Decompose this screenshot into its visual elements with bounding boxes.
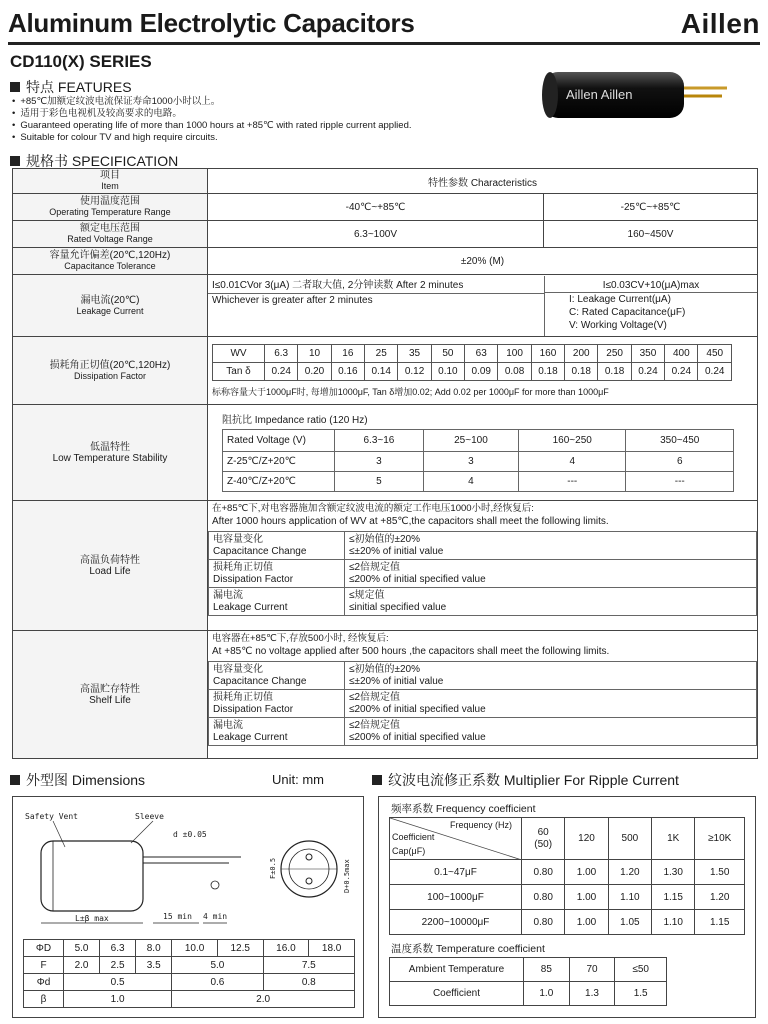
life-item-value [345,532,757,560]
freq-header: 1K [652,818,695,860]
dimensions-heading: 外型图 Dimensions [10,770,145,790]
tan-cell: 0.09 [465,362,498,380]
cap-label: 2200~10000μF [390,910,522,935]
tan-cell: 0.24 [698,362,732,380]
freq-coef: 1.00 [565,910,608,935]
life-item-cn: 漏电流 [213,719,243,731]
coef-label: Coefficient [390,982,524,1006]
freq-coef: 0.80 [522,910,565,935]
tan-cell: 0.16 [331,362,364,380]
dim-cell: 0.5 [64,974,172,991]
spec-table: 项目 Item 特性参数 Characteristics 使用温度范围 Operating Temperature Range -40℃~+85℃ -25℃~+85℃ 额定电压范围 Rated Voltage Range 6.3~100V 160~450V 容量允许偏差(20℃,120Hz) Capacitance Tolerance ±20% (M) 漏电流(20℃) Leakage Current I≤0.01CVor 3(μA) 二者取大值, 2分钟读数 After 2 minutes Whichever is greater after 2 minutes I≤0.03CV+10(μA)max I: Leakage Current(μA) C: Rated Capacitance(μF) V: Working Voltage(V) 损耗角正切值(20℃,120Hz) Dissipation Factor WV 6.3 10 16 25 35 50 63 100 160 200 250 350 400 450 Tan δ 0.24 0.20 0.16 0.14 0.12 0.10 0.09 0.08 0.18 0.18 0.18 0.24 0.24 0.24 标称容量大于1000μF时, 每增加1000μF, Tan δ增加0.02; Add 0.02 per 1000μF for more than 1000μF 低温特性 Low Temperature Stability 阻抗比 Impedance ratio (120 Hz) Rated Voltage (V) 6.3~16 25~100 160~250 350~450 Z-25℃/Z+20℃ 3 3 4 6 Z-40℃/Z+20℃ 5 4 --- --- 高温负荷特性 Load Life 在+85℃下,对电容器施加含额定纹波电流的额定工作电压1000小时,经恢复后: After 1000 hours application of WV at +85℃,the capacitors shall meet the following limits. 电容量变化 Capacitance Change ≤初始值的±20% ≤±20% of initial value 损耗角正切值 Dissipation Factor ≤2倍规定值 ≤200% of initial specified value 漏电流 Leakage Current ≤规定值 ≤initial specified value 高温贮存特性 Shelf Life 电容器在+85℃下,存放500小时, 经恢复后: At +85℃ no voltage applied after 500 hours ,the capacitors shall meet the following limits. 电容量变化 Capacitance Change ≤初始值的±20% ≤±20% of initial value 损耗角正切值 Dissipation Factor ≤2倍规定值 ≤200% of initial specified value 漏电流 Leakage Current ≤2倍规定值 ≤200% of initial specified value [12,168,758,759]
tan-cell: 0.20 [298,362,331,380]
tan-cell: 0.24 [265,362,298,380]
freq-coef: 1.00 [565,885,608,910]
life-item-en: Capacitance Change [213,545,307,557]
life-item-label [209,718,345,746]
svg-text:d ±0.05: d ±0.05 [173,830,207,839]
capacitor-print: Aillen Aillen [566,87,633,102]
tan-cell: 0.12 [398,362,431,380]
dim-cell: 2.5 [100,957,136,974]
dim-cell: 12.5 [217,940,263,957]
wv-cell: 100 [498,344,531,362]
wv-cell: 200 [565,344,598,362]
life-item-value [345,662,757,690]
tan-cell: 0.18 [531,362,564,380]
svg-text:Safety Vent: Safety Vent [25,812,78,821]
impedance-cell: --- [626,472,734,492]
series-title: CD110(X) SERIES [10,52,152,71]
impedance-cell: 3 [423,452,518,472]
wv-cell: 6.3 [265,344,298,362]
dimension-drawing [13,797,363,937]
wv-cell: 25 [365,344,398,362]
svg-text:Sleeve: Sleeve [135,812,164,821]
wv-cell: 400 [665,344,698,362]
df-label: 损耗角正切值(20℃,120Hz) Dissipation Factor [13,337,208,405]
df-table: WV 6.3 10 16 25 35 50 63 100 160 200 250 350 400 450 Tan δ 0.24 0.20 0.16 0.14 0.12 0.10 0.09 0.08 0.18 0.18 0.18 0.24 0.24 0.24 [212,344,732,381]
dim-cell: 7.5 [263,957,354,974]
life-item-en: Leakage Current [213,601,288,613]
list-item: • Guaranteed operating life of more than 1000 hours at +85℃ with rated ripple current applied. [12,120,412,132]
impedance-table [222,429,734,492]
temp-value: 85 [524,958,570,982]
ripple-panel [378,796,756,1018]
leakage-label: 漏电流(20℃) Leakage Current [13,275,208,337]
freq-header: 500 [608,818,651,860]
impedance-cell: 350~450 [626,430,734,452]
freq-coef: 0.80 [522,885,565,910]
dimensions-panel [12,796,364,1018]
freq-coef: 1.00 [565,860,608,885]
wv-cell: 450 [698,344,732,362]
life-item-en: Dissipation Factor [213,703,294,715]
brand-logo: Aillen [680,8,760,39]
life-value-cn: ≤2倍规定值 [349,561,401,573]
freq-header: ≥10K [695,818,745,860]
life-item-value [345,588,757,616]
spec-heading: 规格书 SPECIFICATION [10,151,178,171]
tan-cell: 0.18 [565,362,598,380]
impedance-cell: 25~100 [423,430,518,452]
life-item-label [209,690,345,718]
freq-coef: 1.10 [652,910,695,935]
dim-cell: 0.8 [263,974,354,991]
life-item-cn: 电容量变化 [213,533,263,545]
freq-coef: 1.15 [695,910,745,935]
dim-cell: 16.0 [263,940,309,957]
life-value-cn: ≤规定值 [349,589,385,601]
frequency-table: Frequency (Hz) Coefficient Cap(μF) 60 (50) 120 500 1K ≥10K 0.1~47μF 0.80 1.00 1.20 1.30 1.50 100~1000μF 0.80 1.00 1.10 1.15 1.20 2200~10000μF 0.80 1.00 1.05 1.10 1.15 [389,817,745,935]
coef-value: 1.5 [615,982,667,1006]
dim-cell: 18.0 [309,940,355,957]
impedance-cell: 4 [518,452,626,472]
life-item-value [345,718,757,746]
tan-cell: 0.14 [365,362,398,380]
dim-cell: 2.0 [172,991,355,1008]
life-item-value [345,560,757,588]
life-value-en: ≤initial specified value [349,601,447,613]
freq-coef: 1.20 [695,885,745,910]
characteristics-header: 特性参数 Characteristics [208,169,758,194]
life-item-label [209,532,345,560]
wv-cell: 63 [465,344,498,362]
impedance-cell: Z-25℃/Z+20℃ [223,452,335,472]
item-header: 项目 Item [13,169,208,194]
life-item-cn: 漏电流 [213,589,243,601]
life-value-en: ≤±20% of initial value [349,675,444,687]
tan-cell: 0.08 [498,362,531,380]
life-value-en: ≤200% of initial specified value [349,731,486,743]
impedance-cell: 5 [335,472,424,492]
life-value-cn: ≤初始值的±20% [349,663,420,675]
wv-cell: 10 [298,344,331,362]
dim-label: Φd [24,974,64,991]
list-item: • 适用于彩色电视机及较高要求的电路。 [12,108,412,120]
tolerance-label: 容量允许偏差(20℃,120Hz) Capacitance Tolerance [13,248,208,275]
freq-coef: 1.20 [608,860,651,885]
shelflife-table [208,661,757,746]
wv-cell: 350 [631,344,664,362]
page-title: Aluminum Electrolytic Capacitors [8,8,415,38]
temperature-table [389,957,667,1006]
dim-cell: 8.0 [136,940,172,957]
freq-coef: 1.50 [695,860,745,885]
dim-cell: 5.0 [64,940,100,957]
freq-coef: 1.30 [652,860,695,885]
dimensions-table [23,939,355,1008]
capacitor-image [532,62,732,132]
tan-cell: 0.18 [598,362,631,380]
freq-header: 60 (50) [522,818,565,860]
cap-label: 100~1000μF [390,885,522,910]
temp-label: Ambient Temperature [390,958,524,982]
dim-cell: 6.3 [100,940,136,957]
cap-label: 0.1~47μF [390,860,522,885]
impedance-cell: 6.3~16 [335,430,424,452]
life-item-en: Leakage Current [213,731,288,743]
coef-value: 1.0 [524,982,570,1006]
life-value-cn: ≤2倍规定值 [349,719,401,731]
loadlife-label: 高温负荷特性 Load Life [13,501,208,631]
life-value-en: ≤200% of initial specified value [349,573,486,585]
df-note: 标称容量大于1000μF时, 每增加1000μF, Tan δ增加0.02; Add 0.02 per 1000μF for more than 1000μF [212,386,609,397]
freq-coef: 1.10 [608,885,651,910]
impedance-cell: 3 [335,452,424,472]
life-item-cn: 损耗角正切值 [213,561,273,573]
dim-cell: 2.0 [64,957,100,974]
features-heading: 特点 FEATURES [10,77,132,97]
life-item-en: Capacitance Change [213,675,307,687]
freq-coef: 1.15 [652,885,695,910]
freq-header: 120 [565,818,608,860]
title-rule [8,42,760,45]
svg-text:D+0.5max: D+0.5max [343,859,351,893]
shelflife-label: 高温贮存特性 Shelf Life [13,631,208,759]
dim-label: β [24,991,64,1008]
wv-cell: 35 [398,344,431,362]
list-item: • Suitable for colour TV and high require circuits. [12,132,412,144]
temp-value: 70 [569,958,615,982]
life-value-en: ≤200% of initial specified value [349,703,486,715]
impedance-cell: --- [518,472,626,492]
loadlife-table [208,531,757,616]
impedance-cell: 160~250 [518,430,626,452]
life-item-label [209,560,345,588]
impedance-cell: 4 [423,472,518,492]
dim-cell: 3.5 [136,957,172,974]
lowtemp-label: 低温特性 Low Temperature Stability [13,405,208,501]
tan-cell: 0.24 [665,362,698,380]
dim-cell: 1.0 [64,991,172,1008]
life-item-label [209,662,345,690]
tan-cell: 0.10 [431,362,464,380]
dim-cell: 10.0 [172,940,218,957]
life-value-cn: ≤初始值的±20% [349,533,420,545]
svg-text:F±0.5: F±0.5 [269,857,277,879]
freq-title: 频率系数 Frequency coefficient [391,803,536,815]
life-value-en: ≤±20% of initial value [349,545,444,557]
dim-cell: 5.0 [172,957,263,974]
freq-coef: 1.05 [608,910,651,935]
freq-coef: 0.80 [522,860,565,885]
life-item-value [345,690,757,718]
life-item-cn: 损耗角正切值 [213,691,273,703]
features-list [12,96,412,144]
svg-text:L±β max: L±β max [75,914,109,923]
ripple-heading: 纹波电流修正系数 Multiplier For Ripple Current [372,770,679,790]
life-item-label [209,588,345,616]
svg-text:15 min: 15 min [163,912,192,921]
wv-cell: 16 [331,344,364,362]
unit-label: Unit: mm [272,772,324,787]
temp-value: ≤50 [615,958,667,982]
tan-cell: 0.24 [631,362,664,380]
dim-label: ΦD [24,940,64,957]
volt-label: 额定电压范围 Rated Voltage Range [13,221,208,248]
life-item-cn: 电容量变化 [213,663,263,675]
wv-cell: 50 [431,344,464,362]
life-value-cn: ≤2倍规定值 [349,691,401,703]
coef-value: 1.3 [569,982,615,1006]
impedance-cell: Z-40℃/Z+20℃ [223,472,335,492]
dim-label: F [24,957,64,974]
list-item: • +85℃加额定纹波电流保证寿命1000小时以上。 [12,96,412,108]
temp-label: 使用温度范围 Operating Temperature Range [13,194,208,221]
life-item-en: Dissipation Factor [213,573,294,585]
wv-cell: 160 [531,344,564,362]
impedance-cell: 6 [626,452,734,472]
svg-text:4 min: 4 min [203,912,228,921]
dim-cell: 0.6 [172,974,263,991]
impedance-cell: Rated Voltage (V) [223,430,335,452]
wv-cell: 250 [598,344,631,362]
temp-title: 温度系数 Temperature coefficient [391,943,545,955]
